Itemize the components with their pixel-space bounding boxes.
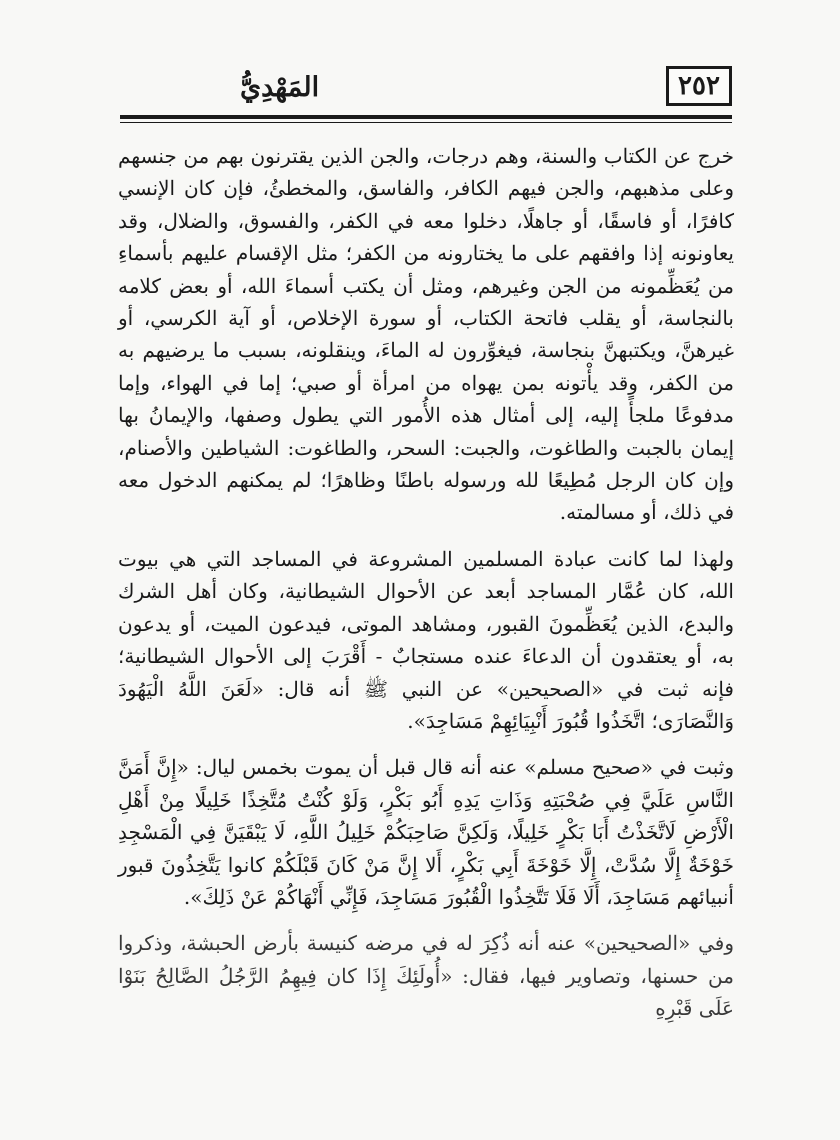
main-text bbox=[118, 140, 734, 1025]
header-rule-thick bbox=[120, 115, 732, 119]
paragraph: ولهذا لما كانت عبادة المسلمين المشروعة في المساجد التي هي بيوت الله، كان عُمَّار المساجد أبعد عن الأحوال الشيطانية، وكان أهل الشرك والبدع، الذين يُعَظِّمونَ القبور، ومشاهد الموتى، فيدعون الميت، أو يدعون به، أو يعتقدون أن الدعاءَ عنده مستجابٌ - أَقْرَبَ إلى الأحوال الشيطانية؛ فإنه ثبت في «الصحيحين» عن النبي ﷺ أنه قال: «لَعَنَ اللَّهُ الْيَهُودَ وَالنَّصَارَى؛ اتَّخَذُوا قُبُورَ أَنْبِيَائِهِمْ مَسَاجِدَ». bbox=[118, 546, 735, 733]
page-header bbox=[120, 62, 732, 122]
paragraph: وثبت في «صحيح مسلم» عنه أنه قال قبل أن يموت بخمس ليال: «إِنَّ أَمَنَّ النَّاسِ عَلَيَّ فِي صُحْبَتِهِ وَذَاتِ يَدِهِ أَبُو بَكْرٍ، وَلَوْ كُنْتُ مُتَّخِذًا خَلِيلًا مِنْ أَهْلِ الْأَرْضِ لَاتَّخَذْتُ أَبَا بَكْرٍ خَلِيلًا، وَلَكِنَّ صَاحِبَكُمْ خَلِيلُ اللَّهِ، لَا يَبْقَيَنَّ فِي الْمَسْجِدِ خَوْخَةٌ إِلَّا سُدَّتْ، إِلَّا خَوْخَةَ أَبِي بَكْرٍ، أَلا إِنَّ مَنْ كَانَ قَبْلَكُمْ كانوا يَتَّخِذُونَ قبور أنبيائهم مَسَاجِدَ، أَلَا فَلَا تَتَّخِذُوا الْقُبُورَ مَسَاجِدَ، فَإِنِّي أَنْهَاكُمْ عَنْ ذَلِكَ». bbox=[118, 755, 734, 909]
header-rule-thin bbox=[120, 122, 732, 123]
paragraph: وفي «الصحيحين» عنه أنه ذُكِرَ له في مرضه كنيسة بأرض الحبشة، وذكروا من حسنها، وتصاوير فيها، فقال: «أُولَئِكَ إِذَا كان فِيهِمُ الرَّجُلُ الصَّالِحُ بَنَوْا عَلَى قَبْرِهِ bbox=[118, 931, 734, 1021]
paragraph: خرج عن الكتاب والسنة، وهم درجات، والجن الذين يقترنون بهم من جنسهم وعلى مذهبهم، والجن فيهم الكافر، والفاسق، والمخطئُ، فإن كان الإنسي كافرًا، أو فاسقًا، أو جاهلًا، دخلوا معه في الكفر، والفسوق، والضلال، وقد يعاونونه إذا وافقهم على ما يختارونه من الكفر؛ مثل الإقسام عليهم بأسماءِ من يُعَظِّمونه من الجن وغيرهم، ومثل أن يكتب أسماءَ الله، أو بعض كلامه بالنجاسة، أو يقلب فاتحة الكتاب، أو سورة الإخلاص، أو آية الكرسي، أو غيرهنَّ، ويكتبهنَّ بنجاسة، فيغوِّرون له الماءَ، وينقلونه، بسبب ما يرضيهم به من الكفر، وقد يأْتونه بمن يهواه من امرأة أو صبي؛ إما في الهواء، وإما مدفوعًا ملجأً إليه، إلى أمثال هذه الأُمور التي يطول وصفها، والإيمانُ بها إيمان بالجبت والطاغوت، والجبت: السحر، والطاغوت: الشياطين والأصنام، وإن كان الرجل مُطِيعًا لله ورسوله باطنًا وظاهرًا؛ لم يمكنهم الدخول معه في ذلك، أو مسالمته. bbox=[118, 144, 735, 525]
running-title: المَهْدِيُّ bbox=[240, 72, 320, 103]
page-number: ٢٥٢ bbox=[666, 66, 732, 106]
